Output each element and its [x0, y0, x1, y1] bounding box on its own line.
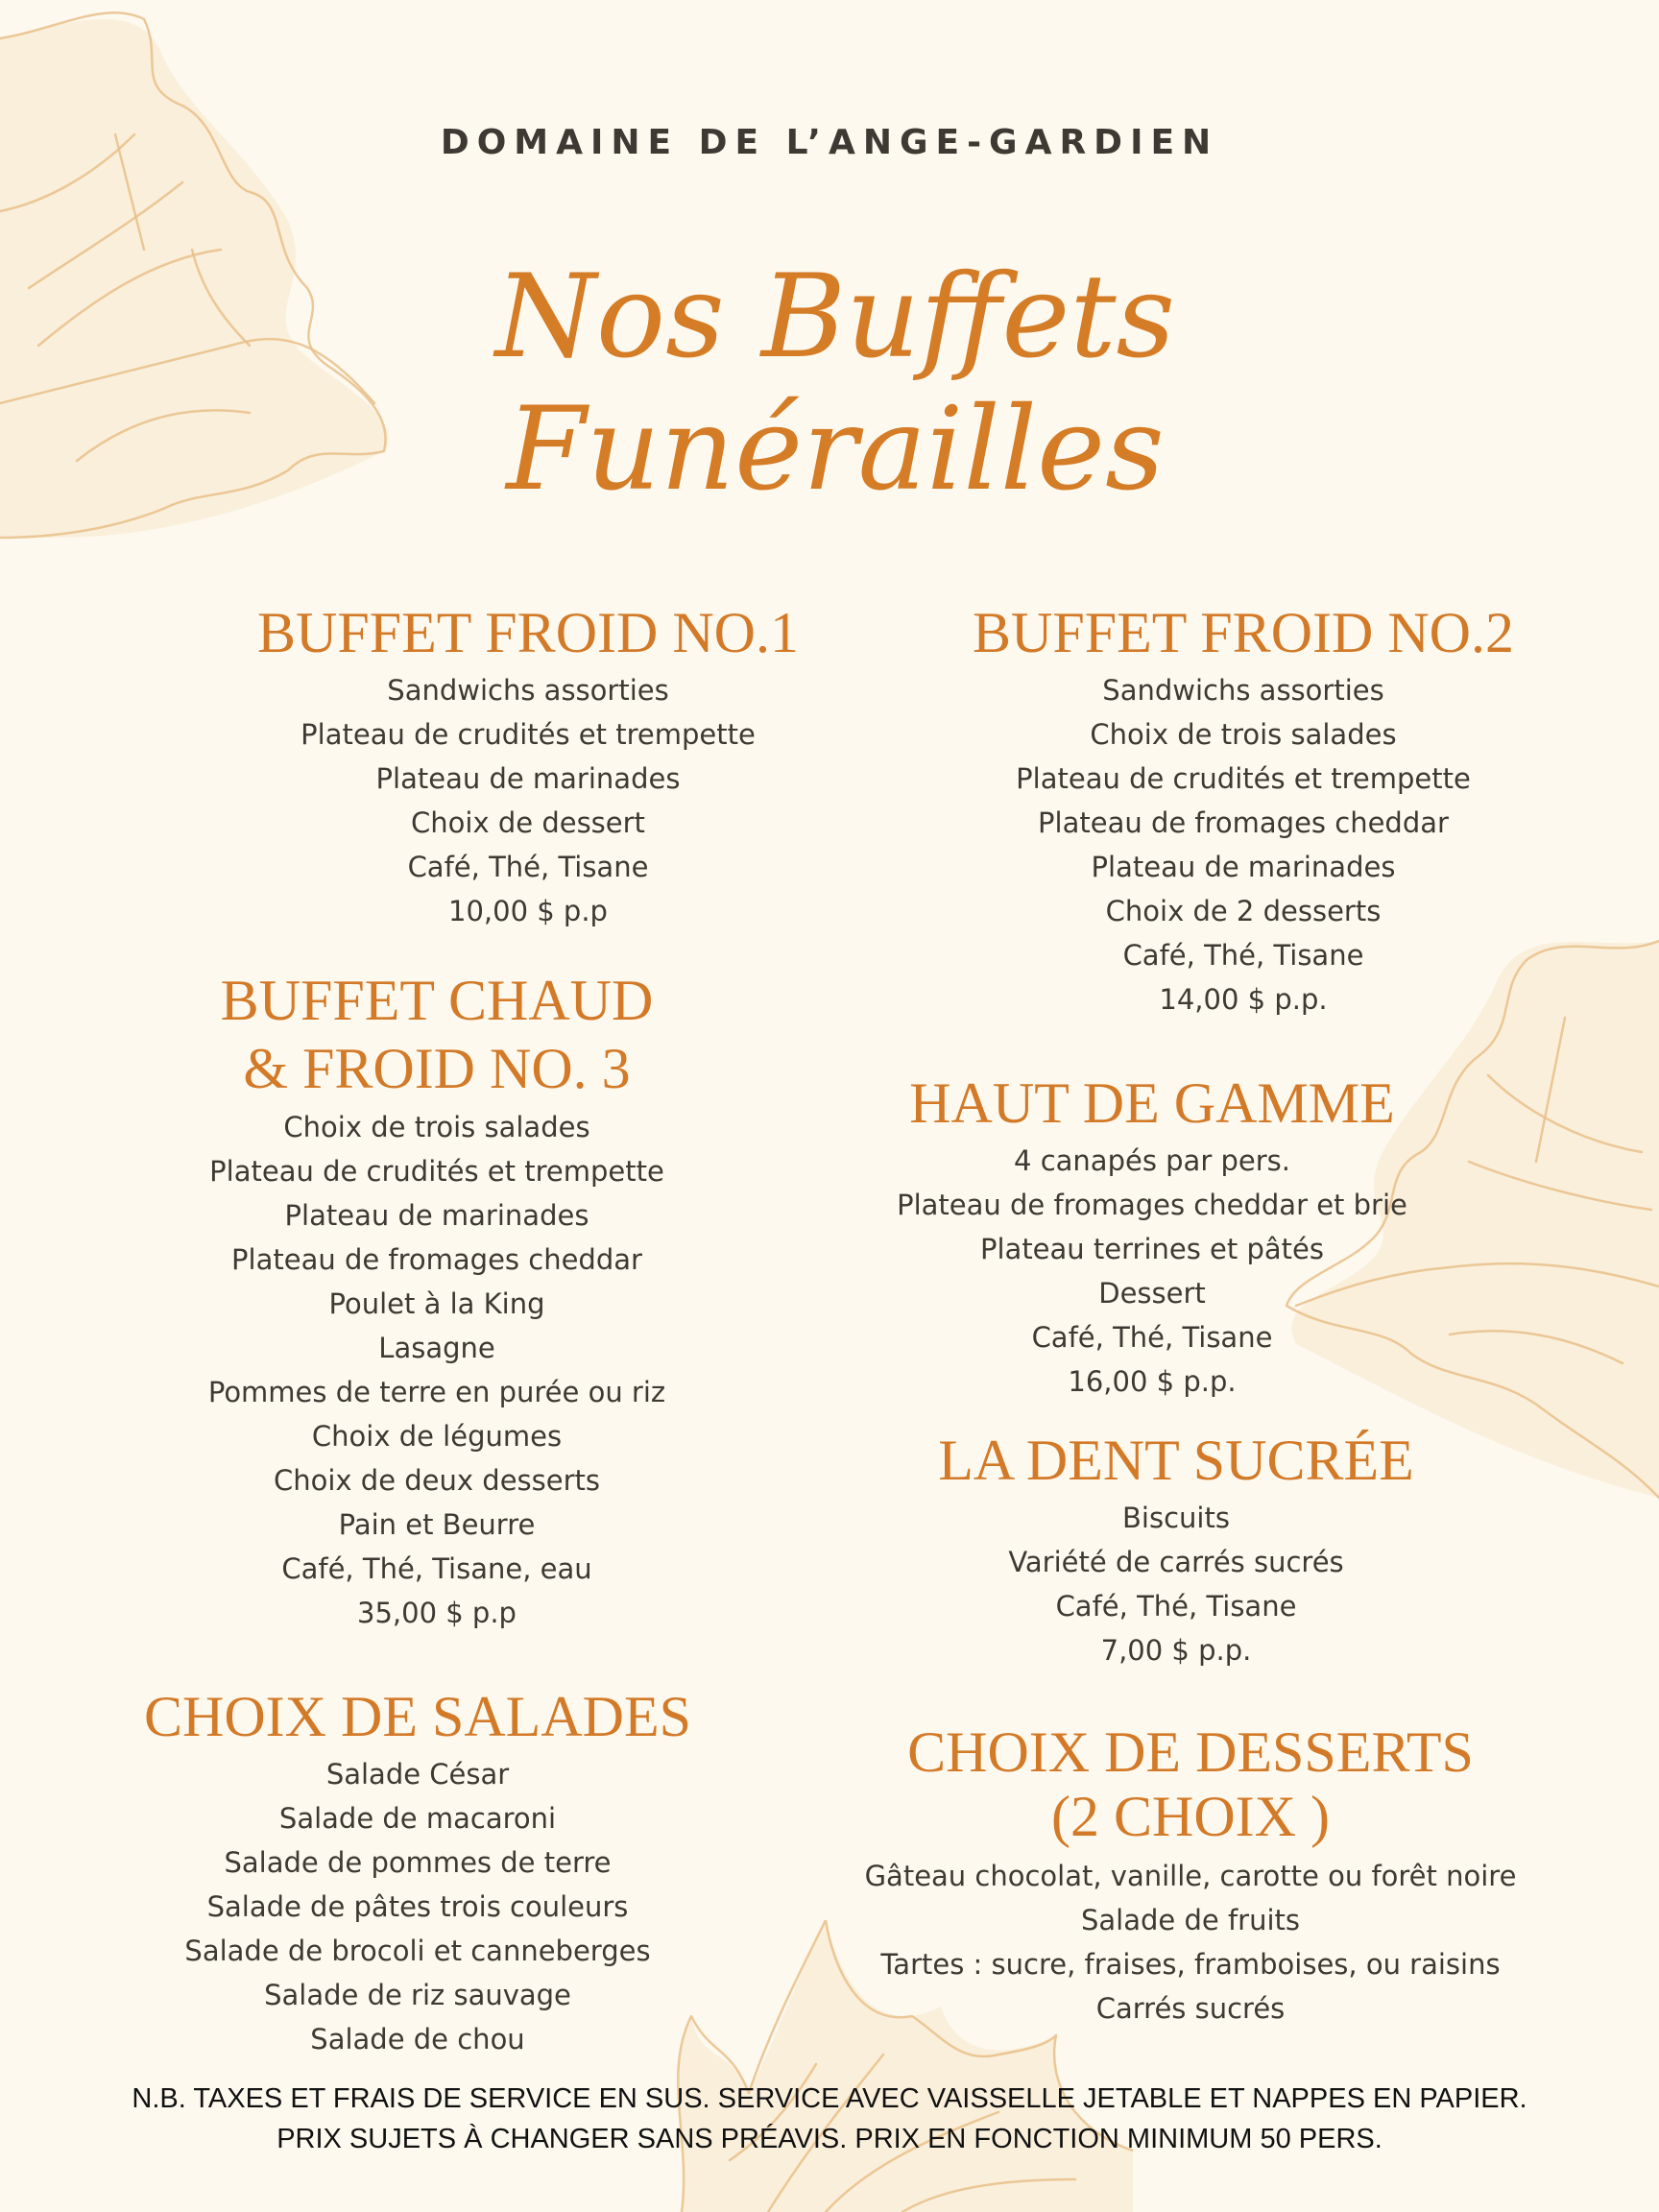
menu-item: Salade César [325, 1758, 510, 1791]
menu-item: Choix de trois salades [1090, 718, 1397, 751]
menu-item: Choix de 2 desserts [1105, 895, 1382, 927]
menu-item: Salade de pâtes trois couleurs [206, 1890, 629, 1923]
section-heading-line1: CHOIX DE DESSERTS [907, 1720, 1474, 1784]
section-heading: BUFFET FROID NO.2 [973, 601, 1514, 664]
menu-item: Café, Thé, Tisane [1055, 1590, 1297, 1623]
page-title-line2: Funérailles [506, 383, 1165, 517]
menu-item: Variété de carrés sucrés [1008, 1546, 1344, 1578]
price: 14,00 $ p.p. [1159, 983, 1328, 1016]
section-heading: CHOIX DE SALADES [144, 1685, 691, 1748]
menu-item: Plateau de fromages cheddar et brie [897, 1189, 1407, 1221]
menu-item: Café, Thé, Tisane [1122, 939, 1364, 972]
section-la-dent-sucree [840, 1429, 1512, 1672]
section-buffet-froid-1 [192, 601, 864, 933]
menu-item: Tartes : sucre, fraises, framboises, ou raisins [880, 1948, 1501, 1981]
menu-item: Pommes de terre en purée ou riz [207, 1376, 666, 1408]
menu-item: Choix de légumes [311, 1420, 563, 1453]
menu-item: Plateau de marinades [375, 762, 681, 795]
section-heading: BUFFET FROID NO.1 [257, 601, 799, 664]
menu-item: Salade de pommes de terre [224, 1846, 612, 1879]
footer-note [0, 2079, 1659, 2159]
menu-item: Pain et Beurre [338, 1508, 536, 1541]
menu-item: Plateau de marinades [284, 1199, 589, 1232]
menu-item: Lasagne [378, 1332, 495, 1364]
menu-item: Plateau de crudités et trempette [209, 1155, 664, 1188]
menu-item: Salade de chou [310, 2023, 525, 2056]
price: 7,00 $ p.p. [1100, 1634, 1252, 1667]
price: 16,00 $ p.p. [1068, 1365, 1237, 1398]
section-heading: LA DENT SUCRÉE [938, 1429, 1414, 1492]
menu-item: Choix de deux desserts [274, 1464, 600, 1497]
section-choix-de-salades [82, 1685, 754, 2061]
menu-item: Café, Thé, Tisane [407, 851, 649, 883]
menu-item: Dessert [1098, 1277, 1206, 1310]
menu-item: Plateau de marinades [1091, 851, 1396, 883]
menu-item: Plateau de fromages cheddar [231, 1243, 642, 1276]
section-buffet-froid-2 [907, 601, 1579, 1022]
menu-item: Sandwichs assorties [1102, 674, 1384, 707]
section-heading-line2: (2 CHOIX ) [1051, 1785, 1330, 1848]
section-haut-de-gamme [816, 1071, 1488, 1404]
footer-line2: PRIX SUJETS À CHANGER SANS PRÉAVIS. PRIX EN FONCTION MINIMUM 50 PERS. [276, 2124, 1382, 2154]
page-title [317, 252, 1354, 517]
page-title-line1: Nos Buffets [494, 251, 1176, 384]
section-heading-line2: & FROID NO. 3 [243, 1037, 631, 1100]
venue-name: DOMAINE DE L’ANGE-GARDIEN [440, 123, 1219, 162]
section-heading: HAUT DE GAMME [909, 1071, 1395, 1135]
menu-item: Poulet à la King [328, 1287, 545, 1320]
price: 10,00 $ p.p [448, 895, 608, 927]
menu-item: 4 canapés par pers. [1014, 1144, 1290, 1177]
section-heading-line1: BUFFET CHAUD [220, 969, 654, 1032]
menu-item: Salade de fruits [1081, 1904, 1300, 1936]
menu-item: Salade de riz sauvage [264, 1979, 571, 2011]
section-choix-de-desserts [826, 1721, 1555, 2031]
menu-item: Plateau de crudités et trempette [301, 718, 756, 751]
menu-item: Gâteau chocolat, vanille, carotte ou forêt noire [864, 1860, 1517, 1892]
menu-item: Plateau de crudités et trempette [1016, 762, 1471, 795]
footer-line1: N.B. TAXES ET FRAIS DE SERVICE EN SUS. SERVICE AVEC VAISSELLE JETABLE ET NAPPES EN PAPIER. [132, 2083, 1527, 2114]
menu-item: Salade de macaroni [278, 1802, 557, 1835]
menu-item: Biscuits [1122, 1502, 1230, 1534]
menu-item: Salade de brocoli et canneberges [184, 1935, 651, 1967]
menu-item: Sandwichs assorties [387, 674, 669, 707]
section-buffet-chaud-froid-3 [101, 965, 773, 1635]
menu-item: Choix de trois salades [283, 1111, 590, 1143]
menu-item: Café, Thé, Tisane, eau [281, 1552, 592, 1585]
menu-item: Plateau de fromages cheddar [1038, 806, 1449, 839]
menu-item: Plateau terrines et pâtés [980, 1233, 1324, 1265]
menu-item: Café, Thé, Tisane [1031, 1321, 1273, 1354]
price: 35,00 $ p.p [357, 1597, 517, 1629]
menu-item: Choix de dessert [411, 806, 645, 839]
menu-item: Carrés sucrés [1095, 1992, 1286, 2025]
